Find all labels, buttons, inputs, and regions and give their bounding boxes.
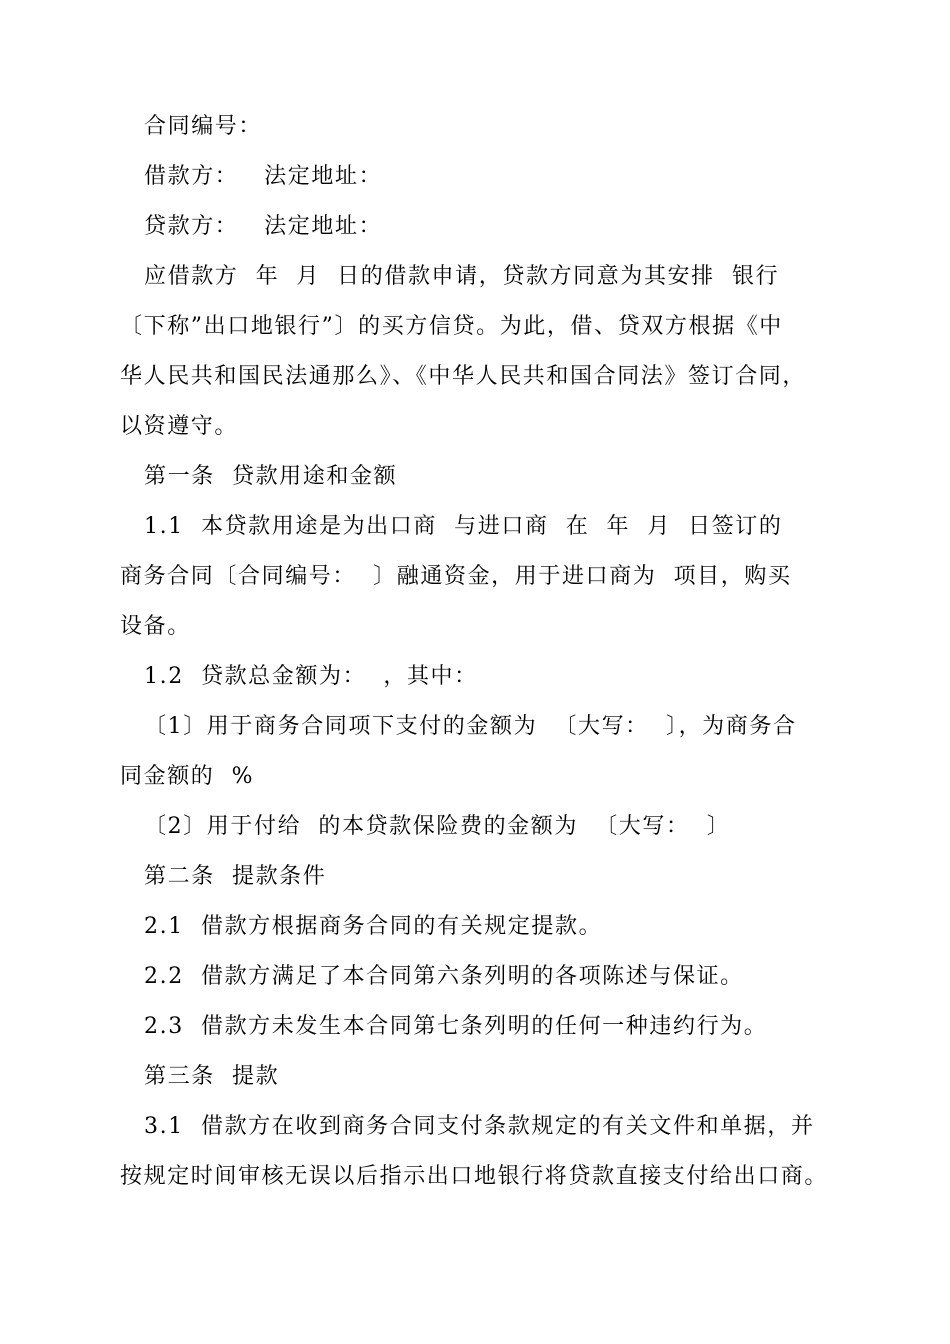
clause-2-2: 2.2 借款方满足了本合同第六条列明的各项陈述与保证。 (144, 964, 744, 989)
lender-line: 贷款方： 法定地址： (144, 214, 383, 239)
preamble-line-2: 〔下称”出口地银行”〕的买方信贷。为此，借、贷双方根据《中 (120, 314, 783, 339)
preamble-line-1: 应借款方 年 月 日的借款申请，贷款方同意为其安排 银行 (144, 264, 780, 289)
contract-number-label: 合同编号： (144, 114, 263, 139)
clause-1-1-line-2: 商务合同〔合同编号： 〕融通资金，用于进口商为 项目，购买 (120, 564, 792, 589)
article-1-heading: 第一条 贷款用途和金额 (144, 464, 398, 489)
clause-3-1-line-1: 3.1 借款方在收到商务合同支付条款规定的有关文件和单据，并 (144, 1114, 815, 1139)
clause-1-1-line-3: 设备。 (120, 614, 191, 639)
clause-1-1-line-1: 1.1 本贷款用途是为出口商 与进口商 在 年 月 日签订的 (144, 514, 783, 539)
borrower-line: 借款方： 法定地址： (144, 164, 383, 189)
clause-1-2: 1.2 贷款总金额为： ，其中： (144, 664, 478, 689)
clause-2-3: 2.3 借款方未发生本合同第七条列明的任何一种违约行为。 (144, 1014, 768, 1039)
article-2-heading: 第二条 提款条件 (144, 864, 327, 889)
clause-1-2-item-1-line-1: 〔1〕用于商务合同项下支付的金额为 〔大写： 〕，为商务合 (144, 714, 797, 739)
clause-1-2-item-1-line-2: 同金额的 % (120, 764, 255, 789)
clause-3-1-line-2: 按规定时间审核无误以后指示出口地银行将贷款直接支付给出口商。 (120, 1164, 829, 1189)
preamble-line-4: 以资遵守。 (120, 414, 239, 439)
preamble-line-3: 华人民共和国民法通那么》、《中华人民共和国合同法》签订合同， (120, 364, 807, 389)
clause-2-1: 2.1 借款方根据商务合同的有关规定提款。 (144, 914, 603, 939)
clause-1-2-item-2: 〔2〕用于付给 的本贷款保险费的金额为 〔大写： 〕 (144, 814, 731, 839)
article-3-heading: 第三条 提款 (144, 1064, 280, 1089)
